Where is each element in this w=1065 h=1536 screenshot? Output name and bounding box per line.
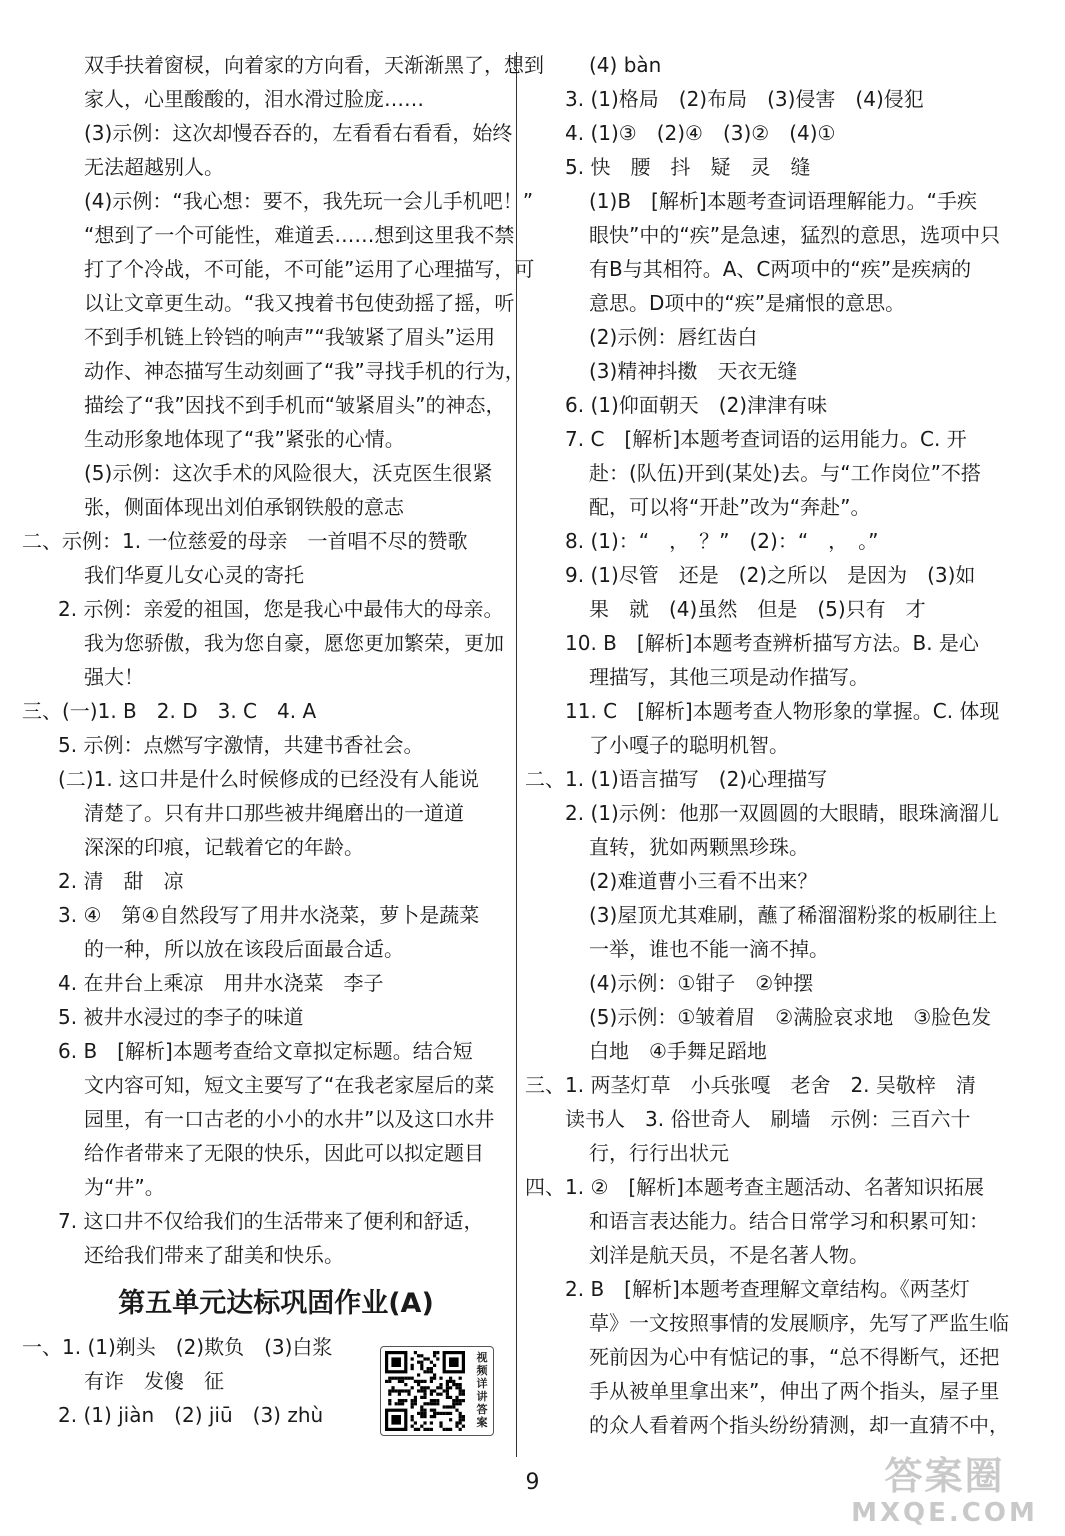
text-line: 园里，有一口古老的小小的水井”以及这口水井	[84, 1107, 495, 1131]
text-line: 刘洋是航天员，不是名著人物。	[589, 1243, 869, 1267]
text-line: (3)示例：这次却慢吞吞的，左看看右看看，始终	[84, 121, 513, 145]
text-line: 了小嘎子的聪明机智。	[589, 733, 789, 757]
text-line: 还给我们带来了甜美和快乐。	[84, 1243, 344, 1267]
text-line: 4. 在井台上乘凉 用井水浇菜 李子	[58, 971, 384, 995]
text-line: 手从被单里拿出来”，伸出了两个指头，屋子里	[589, 1379, 1000, 1403]
text-line: 11. C [解析]本题考查人物形象的掌握。C. 体现	[565, 699, 1000, 723]
left-lines-top	[22, 48, 544, 1272]
text-line: (5)示例：①皱着眉 ②满脸哀求地 ③脸色发	[589, 1005, 992, 1029]
qr-code-icon	[385, 1351, 465, 1431]
text-line: 3. (1)格局 (2)布局 (3)侵害 (4)侵犯	[565, 87, 924, 111]
text-line: 死前因为心中有惦记的事，“总不得断气，还把	[589, 1345, 1000, 1369]
text-line: 2. B [解析]本题考查理解文章结构。《两茎灯	[565, 1277, 970, 1301]
text-line: 果 就 (4)虽然 但是 (5)只有 才	[589, 597, 926, 621]
text-line: 9. (1)尽管 还是 (2)之所以 是因为 (3)如	[565, 563, 976, 587]
right-lines	[525, 48, 1015, 1442]
qr-label: 视频详讲答案	[476, 1351, 488, 1429]
left-column	[22, 48, 544, 1432]
text-line: (2)示例：唇红齿白	[589, 325, 758, 349]
text-line: 为“井”。	[84, 1175, 165, 1199]
text-line: (1)B [解析]本题考查词语理解能力。“手疾	[589, 189, 978, 213]
watermark-top: 答案圈	[884, 1454, 1005, 1498]
text-line: (3)屋顶尤其难刷，蘸了稀溜溜粉浆的板刷往上	[589, 903, 998, 927]
page-number: 9	[525, 1470, 540, 1495]
text-line: 给作者带来了无限的快乐，因此可以拟定题目	[84, 1141, 484, 1165]
text-line: 我为您骄傲，我为您自豪，愿您更加繁荣，更加	[84, 631, 504, 655]
text-line: 2. 示例：亲爱的祖国，您是我心中最伟大的母亲。	[58, 597, 504, 621]
text-line: 深深的印痕，记载着它的年龄。	[84, 835, 364, 859]
text-line: 我们华夏儿女心灵的寄托	[84, 563, 304, 587]
text-line: 张，侧面体现出刘伯承钢铁般的意志	[84, 495, 404, 519]
text-line: 无法超越别人。	[84, 155, 224, 179]
text-line: (5)示例：这次手术的风险很大，沃克医生很紧	[84, 461, 493, 485]
text-line: 5. 快 腰 抖 疑 灵 缝	[565, 155, 811, 179]
text-line: 配，可以将“开赴”改为“奔赴”。	[589, 495, 871, 519]
text-line: 一举，谁也不能一滴不掉。	[589, 937, 829, 961]
text-line: 2. (1)示例：他那一双圆圆的大眼睛，眼珠滴溜儿	[565, 801, 999, 825]
text-line: 7. 这口井不仅给我们的生活带来了便利和舒适，	[58, 1209, 484, 1233]
text-line: 2. (1) jiàn (2) jiū (3) zhù	[58, 1403, 324, 1427]
text-line: 三、(一)1. B 2. D 3. C 4. A	[22, 699, 317, 723]
text-line: 意思。D项中的“疾”是痛恨的意思。	[589, 291, 906, 315]
text-line: 6. (1)仰面朝天 (2)津津有味	[565, 393, 828, 417]
text-line: 的众人看着两个指头纷纷猜测，却一直猜不中，	[589, 1413, 1009, 1437]
text-line: 直转，犹如两颗黑珍珠。	[589, 835, 809, 859]
text-line: 打了个冷战，不可能，不可能”运用了心理描写，可	[84, 257, 535, 281]
text-line: 清楚了。只有井口那些被井绳磨出的一道道	[84, 801, 464, 825]
text-line: 草》一文按照事情的发展顺序，先写了严监生临	[589, 1311, 1009, 1335]
text-line: 7. C [解析]本题考查词语的运用能力。C. 开	[565, 427, 967, 451]
text-line: 6. B [解析]本题考查给文章拟定标题。结合短	[58, 1039, 473, 1063]
qr-code-box[interactable]	[380, 1346, 494, 1436]
text-line: 行，行行出状元	[589, 1141, 729, 1165]
text-line: 动作、神态描写生动刻画了“我”寻找手机的行为，	[84, 359, 525, 383]
text-line: 眼快”中的“疾”是急速，猛烈的意思，选项中只	[589, 223, 1001, 247]
text-line: 赴：(队伍)开到(某处)去。与“工作岗位”不搭	[589, 461, 981, 485]
text-line: 生动形象地体现了“我”紧张的心情。	[84, 427, 405, 451]
text-line: 读书人 3. 俗世奇人 刷墙 示例：三百六十	[565, 1107, 971, 1131]
watermark-logo	[832, 1454, 1057, 1534]
text-line: 文内容可知，短文主要写了“在我老家屋后的菜	[84, 1073, 495, 1097]
text-line: 的一种，所以放在该段后面最合适。	[84, 937, 404, 961]
text-line: 不到手机链上铃铛的响声”“我皱紧了眉头”运用	[84, 325, 496, 349]
text-line: 理描写，其他三项是动作描写。	[589, 665, 869, 689]
text-line: 8. (1)：“ ， ？” (2)：“ ， 。”	[565, 529, 879, 553]
text-line: 有诈 发傻 征	[84, 1369, 224, 1393]
text-line: (4)示例：①钳子 ②钟摆	[589, 971, 814, 995]
text-line: 2. 清 甜 凉	[58, 869, 184, 893]
text-line: 双手扶着窗棂，向着家的方向看，天渐渐黑了，想到	[84, 53, 544, 77]
text-line: (2)难道曹小三看不出来？	[589, 869, 818, 893]
text-line: 二、1. (1)语言描写 (2)心理描写	[525, 767, 828, 791]
text-line: “想到了一个可能性，难道丢……想到这里我不禁	[84, 223, 515, 247]
text-line: 白地 ④手舞足蹈地	[589, 1039, 767, 1063]
text-line: 有B与其相符。A、C两项中的“疾”是疾病的	[589, 257, 972, 281]
text-line: (3)精神抖擞 天衣无缝	[589, 359, 798, 383]
text-line: (4) bàn	[589, 53, 662, 77]
section-heading: 第五单元达标巩固作业(A)	[118, 1288, 434, 1319]
text-line: 二、示例：1. 一位慈爱的母亲 一首唱不尽的赞歌	[22, 529, 468, 553]
text-line: (4)示例：“我心想：要不，我先玩一会儿手机吧！”	[84, 189, 534, 213]
text-line: 四、1. ② [解析]本题考查主题活动、名著知识拓展	[525, 1175, 984, 1199]
text-line: 一、1. (1)剃头 (2)欺负 (3)白浆	[22, 1335, 333, 1359]
text-line: 家人，心里酸酸的，泪水滑过脸庞……	[84, 87, 424, 111]
text-line: 10. B [解析]本题考查辨析描写方法。B. 是心	[565, 631, 979, 655]
text-line: 强大！	[84, 665, 144, 689]
text-line: 和语言表达能力。结合日常学习和积累可知：	[589, 1209, 989, 1233]
text-line: 5. 被井水浸过的李子的味道	[58, 1005, 304, 1029]
text-line: 以让文章更生动。“我又拽着书包使劲摇了摇，听	[84, 291, 515, 315]
text-line: 5. 示例：点燃写字激情，共建书香社会。	[58, 733, 424, 757]
text-line: 描绘了“我”因找不到手机而“皱紧眉头”的神态，	[84, 393, 506, 417]
text-line: (二)1. 这口井是什么时候修成的已经没有人能说	[58, 767, 480, 791]
text-line: 3. ④ 第④自然段写了用井水浇菜，萝卜是蔬菜	[58, 903, 480, 927]
watermark-bottom: MXQE.COM	[851, 1498, 1038, 1528]
text-line: 4. (1)③ (2)④ (3)② (4)①	[565, 121, 836, 145]
right-column	[525, 48, 1015, 1442]
text-line: 三、1. 两茎灯草 小兵张嘎 老舍 2. 吴敬梓 清	[525, 1073, 976, 1097]
